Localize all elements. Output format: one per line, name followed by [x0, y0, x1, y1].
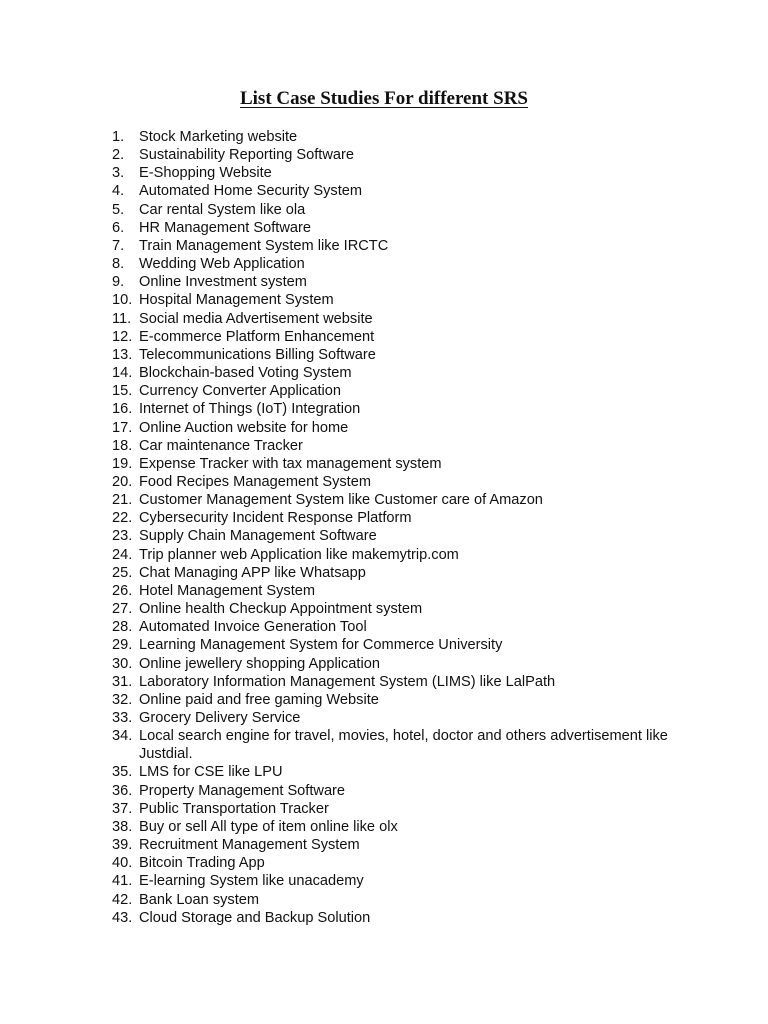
list-item-text: Car rental System like ola — [139, 201, 306, 218]
list-item — [112, 146, 682, 164]
list-item-text: Recruitment Management System — [139, 837, 360, 854]
list-item — [112, 473, 682, 491]
list-item-number: 19. — [112, 455, 133, 472]
list-item-text: Social media Advertisement website — [139, 310, 373, 327]
list-item — [112, 455, 682, 473]
list-item-number: 25. — [112, 564, 133, 581]
list-item — [112, 509, 682, 527]
list-item-text: Online jewellery shopping Application — [139, 655, 380, 672]
list-item-text: Expense Tracker with tax management system — [139, 455, 442, 472]
list-item-text: Online health Checkup Appointment system — [139, 601, 423, 618]
list-item-text: Chat Managing APP like Whatsapp — [139, 564, 366, 581]
list-item — [112, 655, 682, 673]
list-item — [112, 546, 682, 564]
list-item — [112, 564, 682, 582]
list-item-text: Supply Chain Management Software — [139, 528, 377, 545]
list-item — [112, 691, 682, 709]
list-item — [112, 527, 682, 545]
list-item — [112, 727, 682, 763]
list-item-text: Automated Home Security System — [139, 183, 363, 200]
list-item-number: 22. — [112, 510, 133, 527]
list-item-number: 38. — [112, 818, 133, 835]
list-item-text: Property Management Software — [139, 782, 346, 799]
list-item-text: Wedding Web Application — [139, 256, 305, 273]
list-item-number: 20. — [112, 473, 133, 490]
list-item — [112, 182, 682, 200]
list-item — [112, 800, 682, 818]
list-item — [112, 346, 682, 364]
list-item — [112, 219, 682, 237]
list-item — [112, 419, 682, 437]
list-item-text: Car maintenance Tracker — [139, 437, 303, 454]
list-item-text: Hotel Management System — [139, 582, 316, 599]
list-item-number: 15. — [112, 383, 133, 400]
list-item-number: 36. — [112, 782, 133, 799]
list-item — [112, 909, 682, 927]
page-title: List Case Studies For different SRS — [239, 88, 528, 109]
list-item-number: 6. — [112, 219, 125, 236]
list-item-text: LMS for CSE like LPU — [139, 764, 283, 781]
list-item-number: 2. — [112, 147, 125, 164]
list-item-number: 35. — [112, 764, 133, 781]
list-item — [112, 636, 682, 654]
list-item-number: 12. — [112, 328, 133, 345]
list-item-number: 11. — [112, 310, 132, 327]
list-item-number: 42. — [112, 891, 133, 908]
list-item-text: Automated Invoice Generation Tool — [139, 619, 367, 636]
list-item — [112, 328, 682, 346]
list-item-number: 23. — [112, 528, 133, 545]
list-item-text: Stock Marketing website — [139, 129, 298, 145]
list-item-number: 40. — [112, 855, 133, 872]
list-item — [112, 437, 682, 455]
list-item-number: 29. — [112, 637, 133, 654]
list-item — [112, 600, 682, 618]
list-item-number: 4. — [112, 183, 125, 200]
list-item-text: E-Shopping Website — [139, 165, 272, 182]
list-item — [112, 836, 682, 854]
list-item-number: 41. — [112, 873, 133, 890]
list-item — [112, 164, 682, 182]
list-item-text: Bitcoin Trading App — [139, 855, 265, 872]
list-item — [112, 618, 682, 636]
list-item-number: 37. — [112, 800, 133, 817]
list-item-text: Customer Management System like Customer care of Amazon — [139, 492, 543, 509]
list-item-text: Currency Converter Application — [139, 383, 341, 400]
list-item-text: Laboratory Information Management System (LIMS) like LalPath — [139, 673, 556, 690]
list-item — [112, 709, 682, 727]
list-item-text: Internet of Things (IoT) Integration — [139, 401, 361, 418]
list-item-text: Blockchain-based Voting System — [139, 365, 352, 382]
list-item-text: Local search engine for travel, movies, hotel, doctor and others advertisement like Justdial. — [139, 728, 668, 763]
list-item-number: 8. — [112, 256, 125, 273]
list-item-number: 5. — [112, 201, 125, 218]
list-item — [112, 237, 682, 255]
list-item-number: 13. — [112, 346, 133, 363]
list-item-number: 14. — [112, 365, 133, 382]
list-item-text: Public Transportation Tracker — [139, 800, 329, 817]
list-item-text: Buy or sell All type of item online like olx — [139, 818, 398, 835]
list-item — [112, 854, 682, 872]
list-item-text: Hospital Management System — [139, 292, 334, 309]
list-item — [112, 291, 682, 309]
list-item-number: 27. — [112, 601, 133, 618]
list-item — [112, 364, 682, 382]
list-item-number: 3. — [112, 165, 125, 182]
list-item-number: 39. — [112, 837, 133, 854]
list-item — [112, 255, 682, 273]
list-item-number: 24. — [112, 546, 133, 563]
list-item — [112, 400, 682, 418]
list-item-text: HR Management Software — [139, 219, 311, 236]
list-item — [112, 310, 682, 328]
list-item-number: 26. — [112, 582, 133, 599]
list-item — [112, 582, 682, 600]
list-item — [112, 782, 682, 800]
list-item-text: Telecommunications Billing Software — [139, 346, 376, 363]
list-item-text: Food Recipes Management System — [139, 473, 371, 490]
list-item-text: E-learning System like unacademy — [139, 873, 364, 890]
list-item-text: Learning Management System for Commerce University — [139, 637, 503, 654]
list-item — [112, 382, 682, 400]
list-item-number: 9. — [112, 274, 125, 291]
list-item-number: 18. — [112, 437, 133, 454]
list-item-number: 32. — [112, 691, 133, 708]
list-item-number: 1. — [112, 129, 125, 145]
list-item — [112, 491, 682, 509]
case-study-list — [112, 128, 682, 927]
list-item — [112, 818, 682, 836]
list-item — [112, 872, 682, 890]
list-item — [112, 763, 682, 781]
list-item-text: E-commerce Platform Enhancement — [139, 328, 375, 345]
list-item-text: Sustainability Reporting Software — [139, 147, 354, 164]
list-item-number: 31. — [112, 673, 133, 690]
list-item-number: 28. — [112, 619, 133, 636]
list-item-text: Grocery Delivery Service — [139, 710, 301, 726]
list-item-text: Train Management System like IRCTC — [139, 237, 389, 254]
list-item-number: 17. — [112, 419, 133, 436]
list-item — [112, 273, 682, 291]
list-item-number: 30. — [112, 655, 133, 672]
list-item — [112, 891, 682, 909]
list-item-number: 7. — [112, 237, 125, 254]
list-item-text: Bank Loan system — [139, 891, 260, 908]
list-item — [112, 201, 682, 219]
list-item-text: Cybersecurity Incident Response Platform — [139, 510, 412, 527]
list-item-text: Online paid and free gaming Website — [139, 691, 379, 708]
list-item — [112, 673, 682, 691]
list-item-text: Cloud Storage and Backup Solution — [139, 909, 371, 926]
list-item-text: Online Investment system — [139, 274, 307, 291]
list-item-number: 21. — [112, 492, 133, 509]
list-item-number: 33. — [112, 710, 133, 726]
list-item — [112, 128, 682, 146]
list-item-number: 43. — [112, 909, 133, 926]
list-item-text: Online Auction website for home — [139, 419, 349, 436]
list-item-text: Trip planner web Application like makemytrip.com — [139, 546, 459, 563]
list-item-number: 16. — [112, 401, 133, 418]
list-item-number: 10. — [112, 292, 133, 309]
list-item-number: 34. — [112, 728, 133, 745]
